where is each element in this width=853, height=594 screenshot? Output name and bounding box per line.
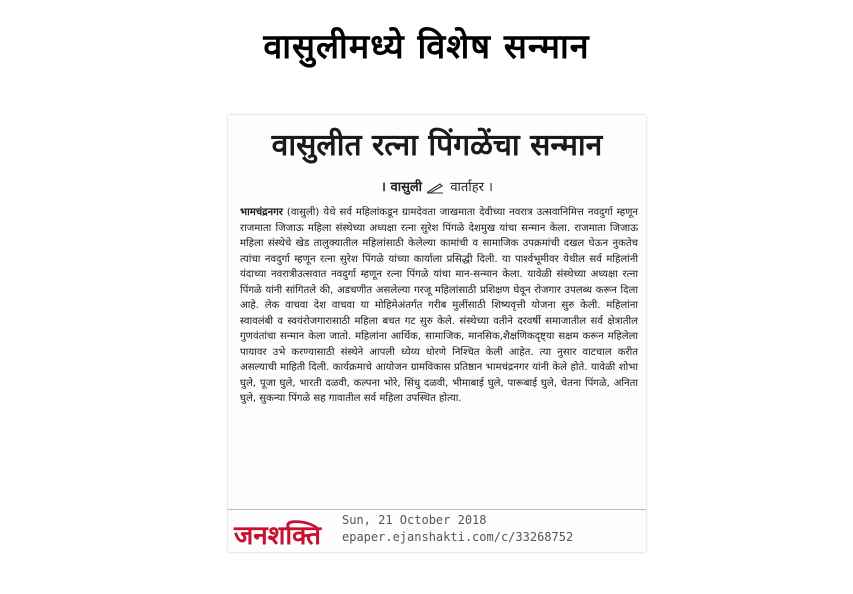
logo-text: जनशक्ति: [234, 521, 321, 551]
clipping-footer: [228, 509, 646, 553]
article-lead: भामचंद्रनगर: [240, 207, 283, 218]
pen-icon: [426, 182, 446, 194]
publish-date: Sun, 21 October 2018: [342, 513, 487, 527]
footer-meta: [342, 512, 573, 546]
epaper-url[interactable]: epaper.ejanshakti.com/c/33268752: [342, 530, 574, 544]
newspaper-clipping: [228, 115, 646, 552]
byline-place: । वासुली: [381, 180, 423, 195]
byline-author: वार्ताहर ।: [450, 180, 493, 195]
newspaper-logo: [234, 512, 344, 550]
page-heading: वासुलीमध्ये विशेष सन्मान: [263, 27, 590, 67]
article-headline: वासुलीत रत्ना पिंगळेंचा सन्मान: [271, 128, 603, 163]
article-text: (वासुली) येथे सर्व महिलांकडून ग्रामदेवता जाखमाता देवीच्या नवरात्र उत्सवानिमित्त नवदुर्गा म्हणून राजमाता जिजाऊ महिला संस्थेच्या अध्यक्षा रत्ना सुरेश पिंगळे देशमुख यांचा सन्मान केला. राजमाता जिजाऊ महिला संस्थेचे खेड तालुक्यातील महिलांसाठी केलेल्या कामांची व सामाजिक उपक्रमांची दखल घेऊन नुकतेच त्यांचा नवदुर्गा म्हणून रत्ना सुरेश पिंगळे यांच्या कार्याला प्रसिद्धी दिली. या पार्श्वभूमीवर येथील सर्व महिलांनी यंदाच्या नवरात्रीउत्सवात नवदुर्गा म्हणून रत्ना पिंगळे यांचा मान-सन्मान केला. यावेळी संस्थेच्या अध्यक्षा रत्ना पिंगळे यांनी सांगितले की, अडचणीत असलेल्या गरजू महिलांसाठी प्रशिक्षण घेवून रोजगार उपलब्ध करून दिला आहे. लेक वाचवा देश वाचवा या मोहिमेअंतर्गत गरीब मुलींसाठी शिष्यवृत्ती योजना सुरु केली. महिलांना स्वावलंबी व स्वयंरोजगारासाठी महिला बचत गट सुरु केले. संस्थेच्या वतीने दरवर्षी समाजातील सर्व क्षेत्रातील गुणवंतांचा सन्मान केला जातो. महिलांना आर्थिक, सामाजिक, मानसिक,शैक्षणिकदृष्ट्या सक्षम करून महिलेला पायावर उभे करण्यासाठी संस्थेने आपली ध्येय्य धोरणे निश्चित केली आहेत. त्या नुसार वाटचाल करीत असल्याची माहिती दिली. कार्यक्रमाचे आयोजन ग्रामविकास प्रतिष्ठान भामचंद्रनगर यांनी केले होते. यावेळी शोभा घुले, पूजा घुले, भारती दळवी, कल्पना भोरे, सिंधु दळवी, भीमाबाई घुले, पारूबाई घुले, चेतना पिंगळे, अनिता घुले, सुकन्या पिंगळे सह गावातील सर्व महिला उपस्थित होत्या.: [240, 207, 638, 404]
article-body: [240, 205, 638, 407]
article-byline: [228, 177, 646, 195]
